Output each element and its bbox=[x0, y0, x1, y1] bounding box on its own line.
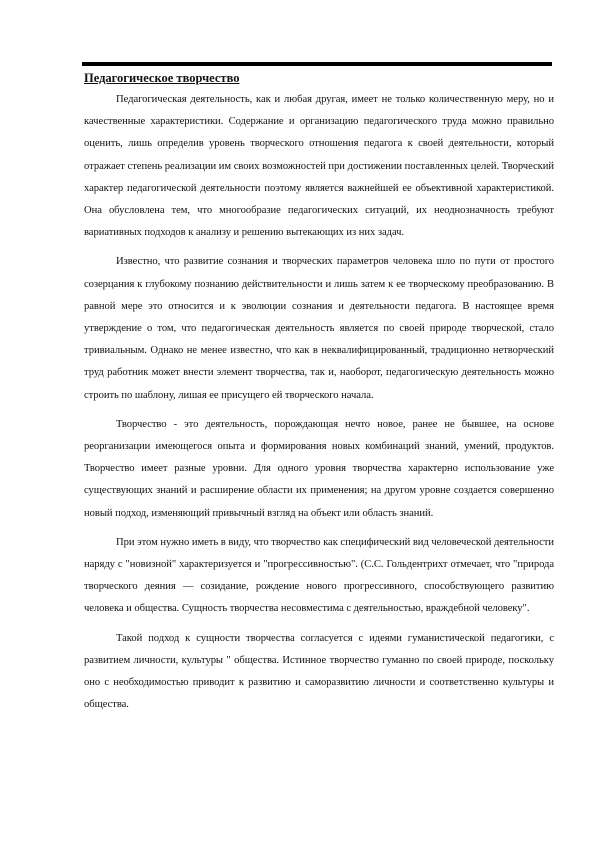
header-rule bbox=[82, 62, 552, 66]
paragraph-5: Такой подход к сущности творчества согласуется с идеями гуманистической педагогики, с развитием личности, культуры " общества. Истинное творчество гуманно по своей природе, поскольку оно с необходимостью приводит к развитию и саморазвитию личности и соответственно культуры и общества. bbox=[84, 632, 554, 711]
document-title: Педагогическое творчество bbox=[84, 71, 240, 85]
paragraph-2: Известно, что развитие сознания и творческих параметров человека шло по пути от простого созерцания к глубокому познанию действительности и лишь затем к ее творческому преобразованию. В равной мере это относится и к эволюции сознания и деятельности педагога. В настоящее время утверждение о том, что педагогическая деятельность является по своей природе творческой, стало тривиальным. Однако не менее известно, что как в неквалифицированный, традиционно нетворческий труд работник может внести элемент творчества, так и, наоборот, педагогическую деятельность можно строить по шаблону, лишая ее присущего ей творческого начала. bbox=[84, 256, 554, 401]
paragraph-1: Педагогическая деятельность, как и любая другая, имеет не только количественную меру, но и качественные характеристики. Содержание и организацию педагогического труда можно правильно оценить, лишь определив уровень творческого отношения педагога к своей деятельности, который отражает степень реализации им своих возможностей при достижении поставленных целей. Творческий характер педагогической деятельности поэтому является важнейшей ее объективной характеристикой. Она обусловлена тем, что многообразие педагогических ситуаций, их неоднозначность требуют вариативных подходов к анализу и решению вытекающих из них задач. bbox=[84, 94, 554, 239]
paragraph-3: Творчество - это деятельность, порождающая нечто новое, ранее не бывшее, на основе реорганизации имеющегося опыта и формирования новых комбинаций знаний, умений, продуктов. Творчество имеет разные уровни. Для одного уровня творчества характерно использование уже существующих знаний и расширение области их применения; на другом уровне создается совершенно новый подход, изменяющий привычный взгляд на объект или область знаний. bbox=[84, 418, 554, 519]
document-body bbox=[84, 70, 554, 723]
paragraph-4: При этом нужно иметь в виду, что творчество как специфический вид человеческой деятельности наряду с "новизной" характеризуется и "прогрессивностью". (С.С. Гольдентрихт отмечает, что "природа творческого деяния — созидание, рождение нового прогрессивного, способствующего развитию человека и общества. Сущность творчества несовместима с деятельностью, враждебной человеку". bbox=[84, 536, 554, 615]
